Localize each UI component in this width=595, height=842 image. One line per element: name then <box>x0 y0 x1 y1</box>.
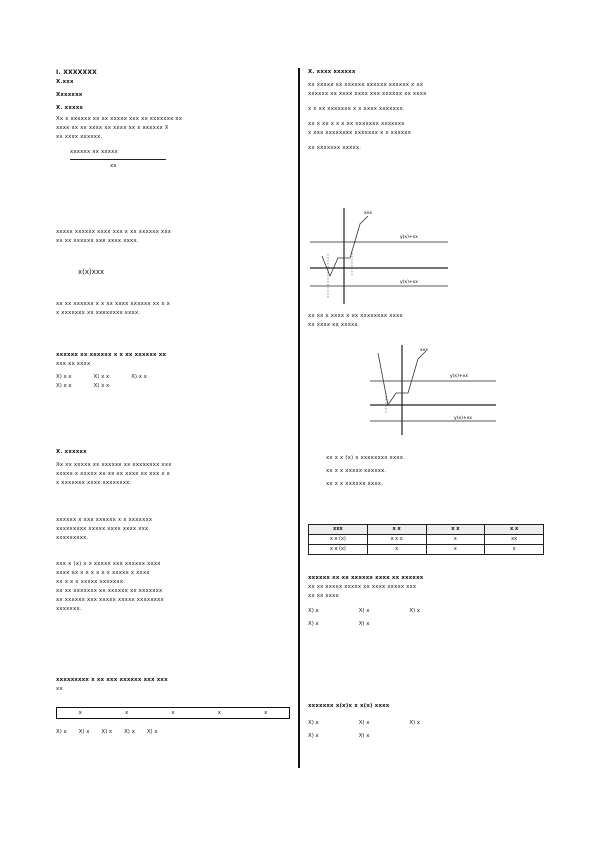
table-header-cell: x x <box>485 525 544 535</box>
paragraph-3 <box>56 300 288 318</box>
answer-option[interactable]: X) x <box>358 621 370 627</box>
answer-options <box>308 719 542 728</box>
fraction-bar <box>70 159 166 160</box>
table-header-cell: x x <box>426 525 485 535</box>
paragraph-line: xxx x (x) x x xxxxx xxx xxxxxx xxxx <box>56 561 161 567</box>
function-graph-2 <box>368 343 498 438</box>
sequence-cell: x <box>78 709 82 716</box>
function-curve <box>322 216 368 276</box>
bullet-item: xx x x xxxxx xxxxxx. <box>326 468 387 474</box>
paragraph-line: xx xxxx xxxxxx. <box>56 134 103 140</box>
paragraph-4 <box>56 461 288 488</box>
question-1 <box>56 351 288 391</box>
answer-option[interactable]: X) x <box>308 733 319 739</box>
paragraph-line: xxxxx xxxxxx xxxx xxx x xx xxxxxx xxx <box>56 229 172 235</box>
answer-option[interactable]: X) x <box>101 729 113 735</box>
paragraph-line: x xxx xxxxxxxx xxxxxxx x x xxxxxx <box>308 130 412 136</box>
answer-option[interactable]: X) x <box>358 720 370 726</box>
paragraph-line: xxxxx x xxxxx xx xx xx xxxx xx xxx x x <box>56 471 171 477</box>
answer-option[interactable]: X) x <box>308 621 319 627</box>
section-title: I. XXXXXXX <box>56 69 97 76</box>
question-stem-line: xxxxxx xx xxxxxx x x xx xxxxxx xx <box>56 352 167 358</box>
table-cell: x <box>367 545 426 555</box>
sequence-cell: x <box>124 709 129 716</box>
paragraph-line: xx xx xxxxxxx xx xxxxxx xx xxxxxxx <box>56 588 163 594</box>
paragraph-line: xx xx x xxxx x xx xxxxxxxx xxxx <box>308 313 403 319</box>
paragraph-line: xx xx xxxxxx x x xx xxxx xxxxxx xx x x <box>56 301 171 307</box>
paragraph-1 <box>308 81 542 153</box>
answer-options <box>308 732 542 741</box>
table-cell: x <box>426 545 485 555</box>
paragraph-line: xx xxxxxx xxx xxxxx xxxxx xxxxxxxx <box>56 597 164 603</box>
answer-option[interactable]: X) x <box>409 608 421 614</box>
answer-option[interactable]: X) x <box>146 729 158 735</box>
question-stem-line: xxx xx xxxx <box>56 361 91 367</box>
paragraph-line: x x xx xxxxxxx x x xxxx xxxxxxx. <box>308 106 405 112</box>
paragraph-6 <box>56 560 288 614</box>
graph-label: xxx <box>364 211 372 216</box>
fraction-formula <box>70 148 166 171</box>
graph-label: y(x)+xx <box>454 416 472 421</box>
formula-denominator: xx <box>110 163 117 169</box>
answer-option[interactable]: X) x <box>124 729 135 735</box>
table-cell: x <box>426 535 485 545</box>
paragraph-line: xx xxxxx xx xxxxxx xxxxxx xxxxxx x xx <box>308 82 424 88</box>
table-header-cell: xxx <box>309 525 368 535</box>
paragraph-line: xxxxxxx. <box>56 606 82 612</box>
answer-option[interactable]: X) x <box>78 729 90 735</box>
subheading: X. xxxx xxxxxx <box>308 69 356 75</box>
question-stem-line: xxxxxx xx xx xxxxxx xxxx xx xxxxxx <box>308 575 424 581</box>
answer-option[interactable]: X) x <box>358 733 370 739</box>
paragraph-1 <box>56 115 288 142</box>
function-formula: x(x)xxx <box>78 268 105 276</box>
paragraph-line: x xxxxxxx xx xxxxxxxx xxxx. <box>56 310 141 316</box>
answer-option[interactable]: X) x x <box>131 374 147 380</box>
answer-options <box>56 382 288 391</box>
paragraph-2 <box>308 312 542 330</box>
function-graph-1 <box>308 206 448 306</box>
answer-options <box>56 373 288 382</box>
paragraph-5 <box>56 516 288 543</box>
subheading-1: X.xxx <box>56 79 74 85</box>
paragraph-line: Xx x xxxxxx xx xx xxxxx xxx xx xxxxxxx xx <box>56 116 183 122</box>
table-cell: x x (x) <box>309 535 368 545</box>
paragraph-line: xx x x x xxxxx xxxxxxx. <box>56 579 126 585</box>
bullet-item: xx x x xxxxxx xxxx. <box>326 481 384 487</box>
column-divider <box>298 68 300 768</box>
table-header-row <box>309 525 544 535</box>
paragraph-line: xxxx xx x x x x x x xxxxx x xxxx <box>56 570 150 576</box>
sequence-cell: x <box>171 709 175 716</box>
graph-label: xxx <box>420 348 428 353</box>
paragraph-line: xxxxxx xx xxxx xxxx xxx xxxxxx xx xxxx <box>308 91 427 97</box>
paragraph-line: xxxxxxxxx xxxxx xxxx xxxx xxx <box>56 526 149 532</box>
answer-options <box>308 607 542 616</box>
answer-options <box>308 620 542 629</box>
table-row <box>309 535 544 545</box>
table-cell: x <box>485 545 544 555</box>
bullet-list <box>326 454 405 489</box>
question-3 <box>308 574 542 629</box>
formula-numerator: xxxxxx xx xxxxx <box>70 149 118 155</box>
paragraph-line: xx xx xxxxxx xxx xxxx xxxx. <box>56 238 139 244</box>
question-2 <box>56 676 288 694</box>
paragraph-line: xxxx xx xx xxxx xx xxxx xx x xxxxxx X <box>56 125 169 131</box>
paragraph-line: xx xxxx xx xxxxx. <box>308 322 360 328</box>
paragraph-line: xx xxxxxxx xxxxx. <box>308 145 362 151</box>
answer-option[interactable]: X) x <box>308 608 319 614</box>
question-4 <box>308 702 542 741</box>
table-cell: xx <box>485 535 544 545</box>
table-cell: x x (x) <box>309 545 368 555</box>
sequence-cell: x <box>264 709 268 716</box>
answer-option[interactable]: X) x <box>56 729 67 735</box>
subheading-3: X. xxxxx <box>56 105 84 111</box>
subheading-4: X. xxxxxx <box>56 449 87 455</box>
paragraph-line: xxxxxx x xxx xxxxxx x x xxxxxxx <box>56 517 153 523</box>
graph-label: y(x)+xx <box>400 235 418 240</box>
graph-label: y(x)+xx <box>450 374 468 379</box>
question-stem-line: xx xx xxxxx xxxxx xx xxxx xxxxx xxx <box>308 584 417 590</box>
subheading-2: Xxxxxxx <box>56 92 83 98</box>
table-cell: x x x <box>367 535 426 545</box>
paragraph-line: x xxxxxxx xxxx xxxxxxxx. <box>56 480 132 486</box>
paragraph-line: Xx xx xxxxx xx xxxxxx xx xxxxxxxx xxx <box>56 462 172 468</box>
sequence-cell: x <box>217 709 221 716</box>
answer-option[interactable]: X) x <box>358 608 370 614</box>
bullet-item: xx x x (x) x xxxxxxxx xxxx. <box>326 455 406 461</box>
question-stem-line: xxxxxxx x(x)x x x(x) xxxx <box>308 703 390 709</box>
comparison-table <box>308 524 544 555</box>
answer-option[interactable]: X) x <box>409 720 421 726</box>
paragraph-line: xx x xx x x x xx xxxxxxx xxxxxxx <box>308 121 405 127</box>
table-header-cell: x x <box>367 525 426 535</box>
paragraph-2 <box>56 228 288 246</box>
answer-option[interactable]: X) x x <box>93 374 110 380</box>
answer-option[interactable]: X) x x <box>56 383 72 389</box>
answer-option[interactable]: X) x x <box>93 383 110 389</box>
question-stem-line: xx <box>56 686 63 692</box>
question-stem-line: xxxxxxxxx x xx xxx xxxxxx xxx xxx <box>56 677 168 683</box>
paragraph-line: xxxxxxxxx. <box>56 535 89 541</box>
table-row <box>309 545 544 555</box>
number-sequence-box <box>56 707 290 719</box>
answer-option[interactable]: X) x x <box>56 374 72 380</box>
question-stem-line: xx xx xxxx <box>308 593 339 599</box>
answer-options <box>56 728 158 737</box>
answer-option[interactable]: X) x <box>308 720 319 726</box>
graph-label: y(x)+xx <box>400 280 418 285</box>
